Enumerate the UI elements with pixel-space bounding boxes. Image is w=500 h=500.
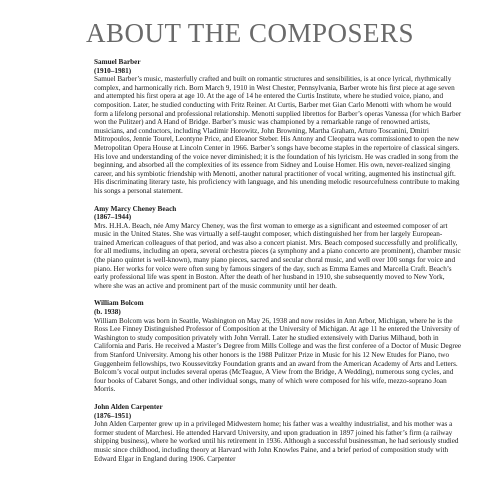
composer-bio: William Bolcom was born in Seattle, Washington on May 26, 1938 and now resides in Ann Arbor, Michigan, where he is the Ross Lee Finney Distinguished Professor of Composition at the University of Michigan. At age 11 he entered the University of Washington to study composition privately with John Verrall. Later he studied extensively with Darius Milhaud, both in California and Paris. He received a Master’s Degree from Mills College and was the first conferee of a Doctor of Music Degree from Stanford University. Among his other honors is the 1988 Pulitzer Prize in Music for his 12 New Etudes for Piano, two Guggenheim fellowships, two Koussevitzky Foundation grants and an award from the American Academy of Arts and Letters. Bolcom’s vocal output includes several operas (McTeague, A View from the Bridge, A Wedding), numerous song cycles, and four books of Cabaret Songs, and other individual songs, many of which were composed for his wife, mezzo-soprano Joan Morris. — [94, 316, 462, 394]
composer-bio: Samuel Barber’s music, masterfully crafted and built on romantic structures and sensibilities, is at once lyrical, rhythmically complex, and harmonically rich. Born March 9, 1910 in West Chester, Pennsylvania, Barber wrote his first piece at age seven and attempted his first opera at age 10. At the age of 14 he entered the Curtis Institute, where he studied voice, piano, and composition. Later, he studied conducting with Fritz Reiner. At Curtis, Barber met Gian Carlo Menotti with whom he would form a lifelong personal and professional relationship. Menotti supplied librettos for Barber’s operas Vanessa (for which Barber won the Pulitzer) and A Hand of Bridge. Barber’s music was championed by a remarkable range of renowned artists, musicians, and conductors, including Vladimir Horowitz, John Browning, Martha Graham, Arturo Toscanini, Dmitri Mitropoulos, Jennie Tourel, Leontyne Price, and Eleanor Steber. His Antony and Cleopatra was commissioned to open the new Metropolitan Opera House at Lincoln Center in 1966. Barber’s songs have become staples in the repertoire of classical singers. His love and understanding of the voice never diminished; it is the foundation of his lyricism. He was cradled in song from the beginning, and absorbed all the complexities of its essence from Sidney and Louise Homer. His own, never-realized singing career, and his symbiotic friendship with Menotti, another natural practitioner of vocal writing, augmented his instinctual gift. His discriminating literary taste, his proficiency with language, and his unending melodic resourcefulness contribute to making his songs a personal statement. — [94, 75, 462, 195]
composer-bio: John Alden Carpenter grew up in a privileged Midwestern home; his father was a wealthy industrialist, and his mother was a former student of Marchesi. He attended Harvard University, and upon graduation in 1897 joined his father’s firm (a railway shipping business), where he worked until his retirement in 1936. Although a successful businessman, he had seriously studied music since childhood, including theory at Harvard with John Knowles Paine, and a brief period of composition study with Edward Elgar in England during 1906. Carpenter — [94, 420, 459, 463]
composer-dates: (b. 1938) — [94, 308, 121, 317]
composer-entry-bolcom — [94, 299, 462, 394]
composer-name: Samuel Barber — [94, 58, 141, 66]
composer-name: Amy Marcy Cheney Beach — [94, 204, 177, 213]
composer-list — [94, 58, 462, 472]
composer-dates: (1876–1951) — [94, 411, 132, 420]
composer-dates: (1867–1944) — [94, 213, 132, 222]
page-title: ABOUT THE COMPOSERS — [85, 18, 415, 48]
composer-name: John Alden Carpenter — [94, 402, 163, 411]
composer-entry-barber — [94, 58, 462, 196]
composer-bio: Mrs. H.H.A. Beach, née Amy Marcy Cheney, was the first woman to emerge as a significant and esteemed composer of art music in the United States. She was virtually a self-taught composer, which distinguished her from her largely European-trained American colleagues of that period, and was also a concert pianist. Mrs. Beach composed successfully and prolifically, for all mediums, including an opera, several orchestra pieces (a symphony and a piano concerto are prominent), chamber music (the piano quintet is well-known), many piano pieces, sacred and secular choral music, and well over 100 songs for voice and piano. Her works for voice were often sung by famous singers of the day, such as Emma Eames and Marcella Craft. Beach’s early professional life was spent in Boston. After the death of her husband in 1910, she subsequently moved to New York, where she was an active and prominent part of the music community until her death. — [94, 221, 461, 290]
composer-entry-carpenter — [94, 403, 462, 463]
composer-dates: (1910–1981) — [94, 66, 132, 75]
composer-entry-beach — [94, 205, 462, 291]
composer-name: William Bolcom — [94, 299, 144, 308]
